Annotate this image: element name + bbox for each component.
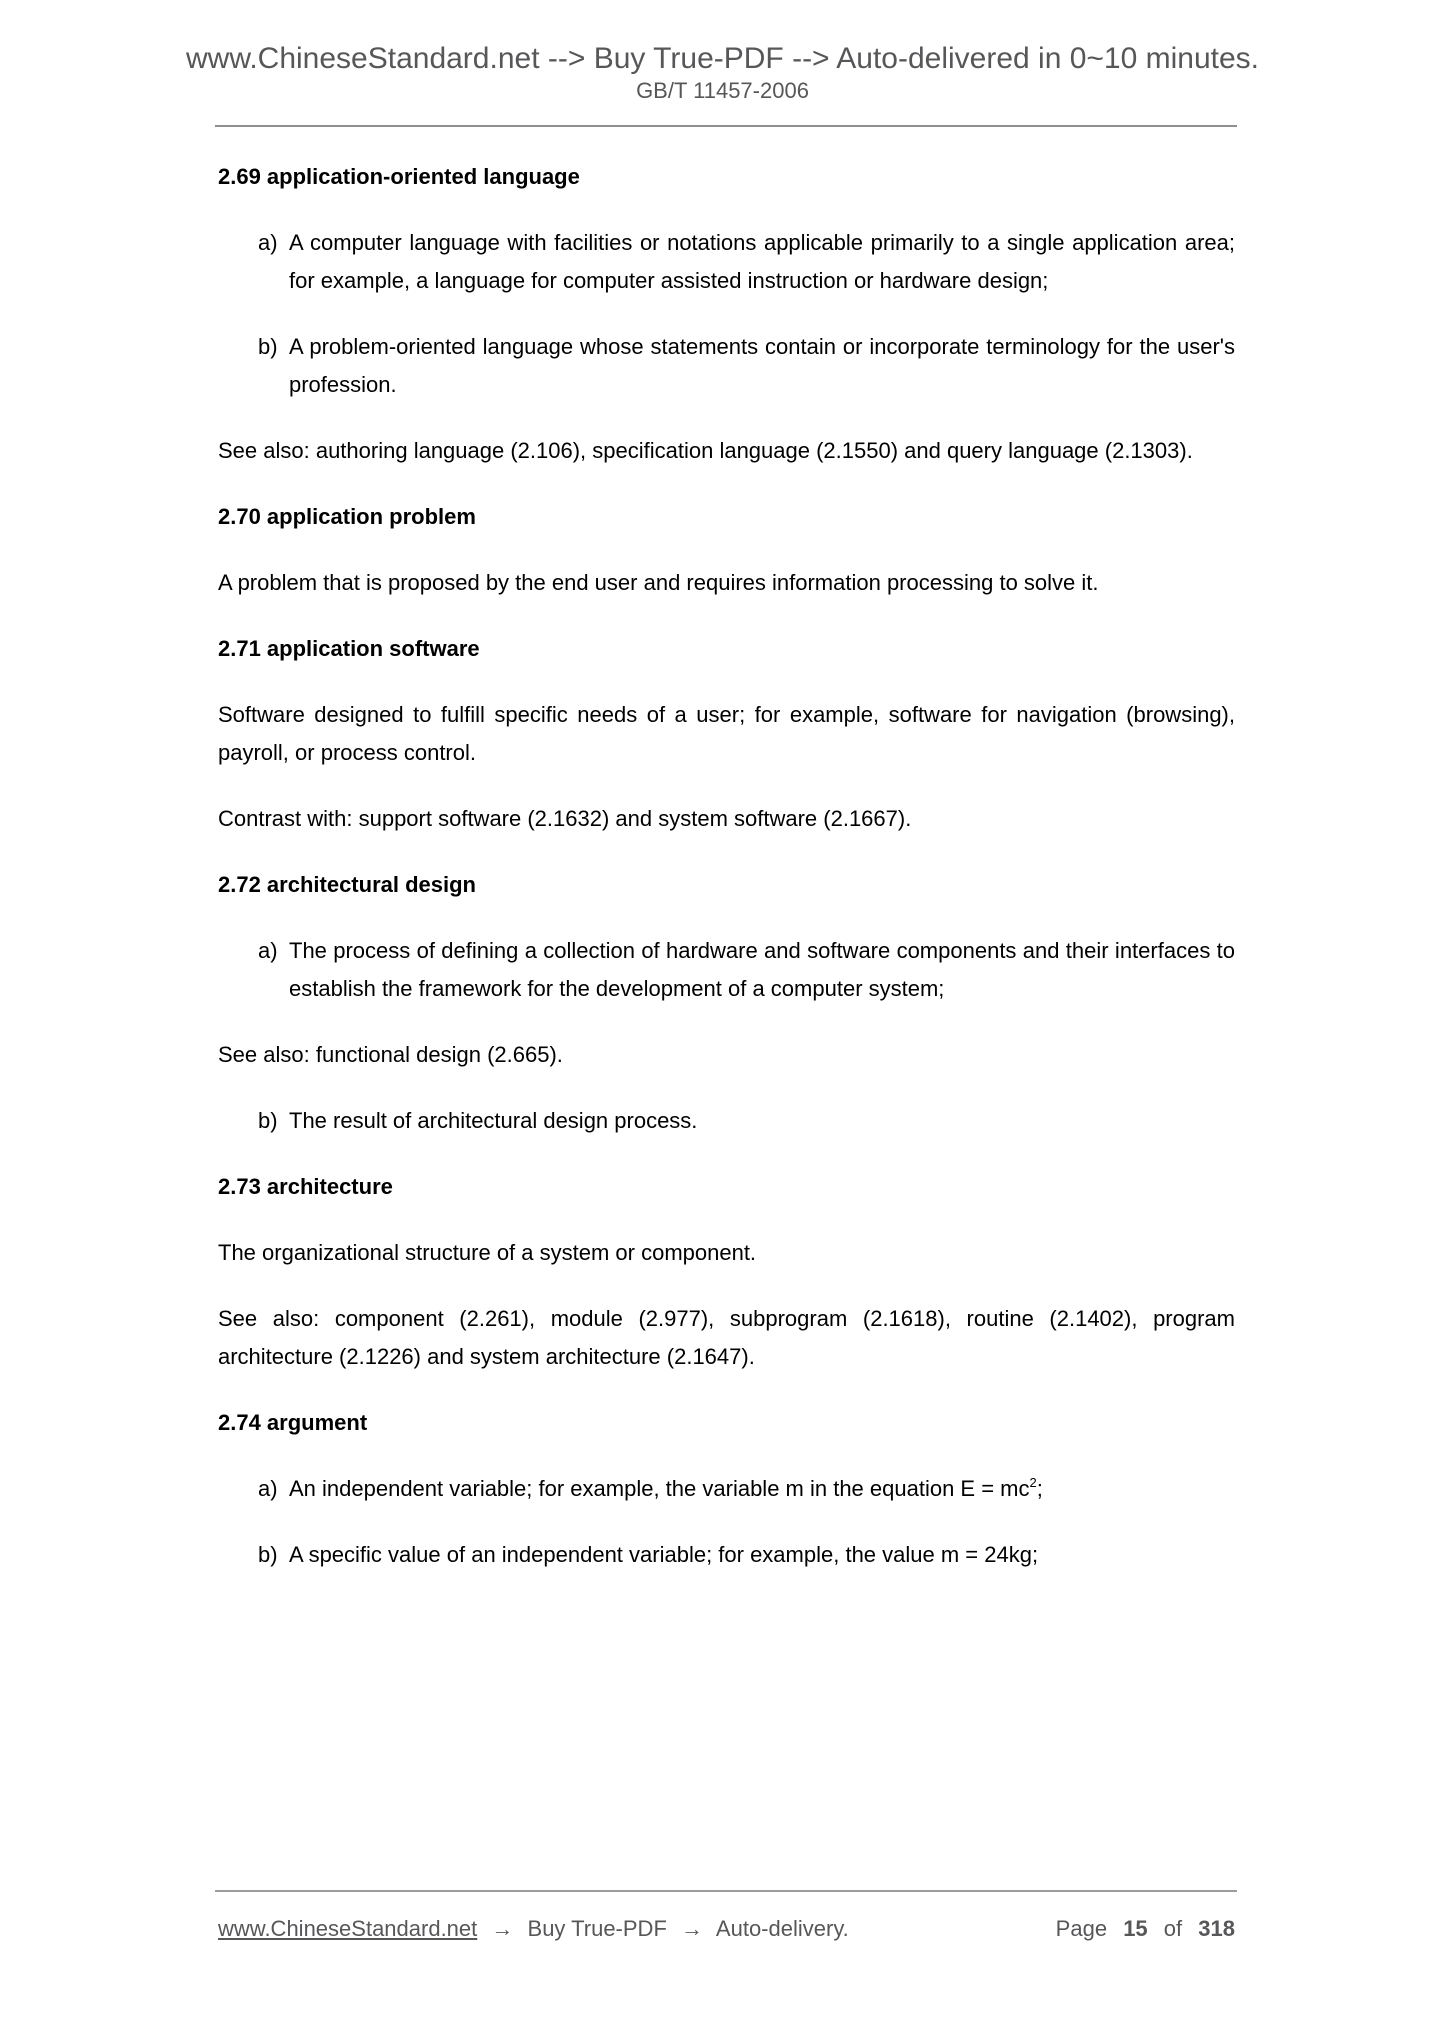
definition-list-item bbox=[218, 1470, 1235, 1508]
header-banner: www.ChineseStandard.net --> Buy True-PDF --> Auto-delivered in 0~10 minutes. bbox=[185, 42, 1260, 75]
superscript: 2 bbox=[1029, 1475, 1037, 1490]
footer-link[interactable]: www.ChineseStandard.net bbox=[218, 1916, 478, 1941]
section-heading: 2.72 architectural design bbox=[218, 872, 476, 897]
list-item-text: A computer language with facilities or notations applicable primarily to a single application area; for example, a language for computer assisted instruction or hardware design; bbox=[289, 230, 1235, 293]
section-heading: 2.71 application software bbox=[218, 636, 480, 661]
footer-text: Auto-delivery. bbox=[715, 1916, 849, 1941]
paragraph: Software designed to fulfill specific needs of a user; for example, software for navigation (browsing), payroll, or process control. bbox=[218, 702, 1235, 765]
list-item-marker: a) bbox=[258, 230, 278, 255]
section-heading: 2.70 application problem bbox=[218, 504, 476, 529]
section-heading: 2.73 architecture bbox=[218, 1174, 393, 1199]
footer-left bbox=[218, 1914, 849, 1944]
list-item-text: ; bbox=[1036, 1476, 1043, 1501]
list-item-marker: a) bbox=[258, 938, 278, 963]
definition-list-item bbox=[218, 1536, 1235, 1574]
page-of: of bbox=[1163, 1916, 1183, 1941]
page-total: 318 bbox=[1198, 1916, 1235, 1941]
list-item-marker: a) bbox=[258, 1476, 278, 1501]
paragraph: See also: authoring language (2.106), specification language (2.1550) and query language (2.1303). bbox=[218, 438, 1193, 463]
footer-text: Buy True-PDF bbox=[527, 1916, 667, 1941]
paragraph: See also: component (2.261), module (2.977), subprogram (2.1618), routine (2.1402), program architecture (2.1226) and system architecture (2.1647). bbox=[218, 1306, 1235, 1369]
list-item-text: The process of defining a collection of hardware and software components and their interfaces to establish the framework for the development of a computer system; bbox=[289, 938, 1235, 1001]
list-item-marker: b) bbox=[258, 1542, 278, 1567]
list-item-text: The result of architectural design process. bbox=[289, 1108, 698, 1133]
footer bbox=[218, 1914, 1235, 1944]
section-2-69 bbox=[218, 158, 1235, 470]
arrow-icon: → bbox=[681, 1916, 704, 1941]
footer-divider bbox=[215, 1890, 1237, 1892]
section-2-72 bbox=[218, 866, 1235, 1140]
definition-list-item bbox=[218, 932, 1235, 1008]
list-item-marker: b) bbox=[258, 1108, 278, 1133]
list-item-text: A problem-oriented language whose statements contain or incorporate terminology for the user's profession. bbox=[289, 334, 1235, 397]
document-body bbox=[218, 127, 1235, 1602]
section-heading: 2.74 argument bbox=[218, 1410, 368, 1435]
paragraph: See also: functional design (2.665). bbox=[218, 1042, 563, 1067]
definition-list-item bbox=[218, 328, 1235, 404]
paragraph: A problem that is proposed by the end user and requires information processing to solve it. bbox=[218, 570, 1099, 595]
page-label: Page bbox=[1055, 1916, 1108, 1941]
paragraph: Contrast with: support software (2.1632) and system software (2.1667). bbox=[218, 806, 912, 831]
section-2-73 bbox=[218, 1168, 1235, 1376]
section-2-71 bbox=[218, 630, 1235, 838]
list-item-text: An independent variable; for example, the variable m in the equation E = mc bbox=[289, 1476, 1030, 1501]
arrow-icon: → bbox=[491, 1916, 514, 1941]
section-2-74 bbox=[218, 1404, 1235, 1574]
definition-list-item bbox=[218, 1102, 1235, 1140]
list-item-text: A specific value of an independent variable; for example, the value m = 24kg; bbox=[289, 1542, 1039, 1567]
definition-list-item bbox=[218, 224, 1235, 300]
header-doc-number: GB/T 11457-2006 bbox=[636, 78, 809, 103]
section-heading: 2.69 application-oriented language bbox=[218, 164, 580, 189]
footer-page-indicator bbox=[1056, 1914, 1235, 1944]
section-2-70 bbox=[218, 498, 1235, 602]
list-item-marker: b) bbox=[258, 334, 278, 359]
paragraph: The organizational structure of a system or component. bbox=[218, 1240, 757, 1265]
page-current: 15 bbox=[1123, 1916, 1148, 1941]
